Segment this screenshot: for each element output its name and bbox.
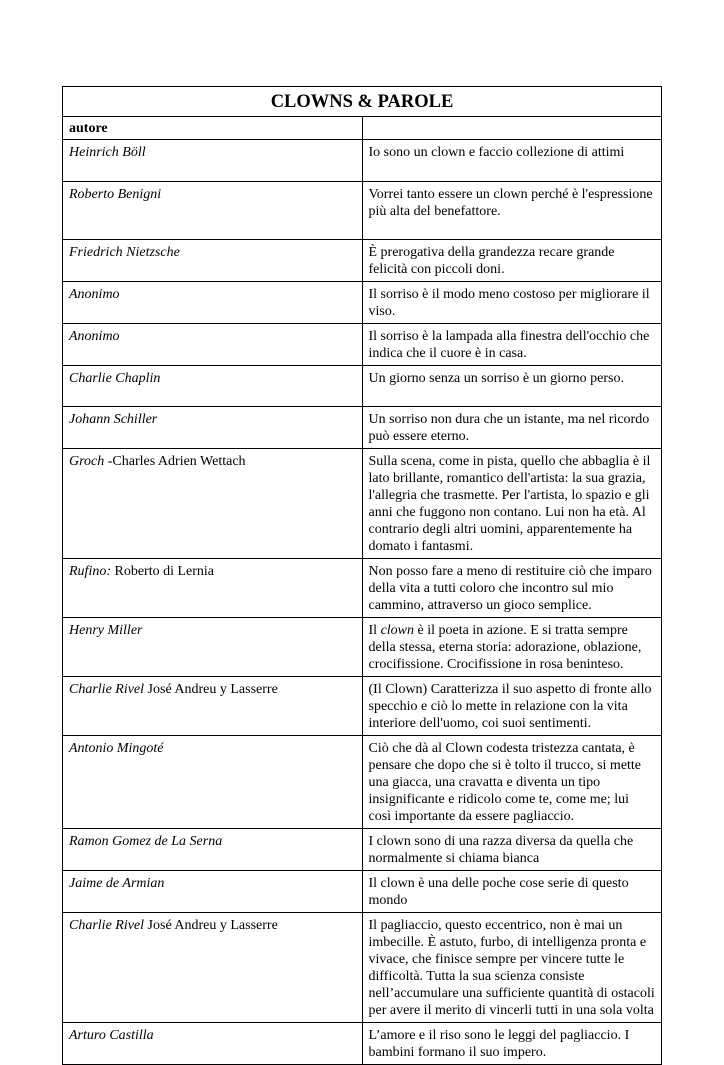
quote-cell: Il clown è una delle poche cose serie di questo mondo: [362, 871, 662, 913]
author-name-extra: Roberto di Lernia: [111, 564, 215, 579]
quote-column-header: [362, 117, 662, 140]
quote-cell: Sulla scena, come in pista, quello che abbaglia è il lato brillante, romantico dell'artista: la sua grazia, l'allegria che trasmette. Per l'artista, lo spazio e gli anni che fuggono non contano. Lui non ha età. Al contrario degli altri uomini, apparentemente ha domato i fantasmi.: [362, 449, 662, 559]
author-cell: [63, 240, 363, 282]
table-row: [63, 240, 662, 282]
table-row: [63, 736, 662, 829]
author-cell: [63, 829, 363, 871]
author-cell: [63, 366, 363, 407]
quote-cell: Il sorriso è il modo meno costoso per migliorare il viso.: [362, 282, 662, 324]
author-cell: [63, 871, 363, 913]
author-name: Antonio Mingoté: [69, 741, 164, 756]
author-cell: [63, 324, 363, 366]
quote-cell: Il sorriso è la lampada alla finestra dell'occhio che indica che il cuore è in casa.: [362, 324, 662, 366]
quote-cell: Ciò che dà al Clown codesta tristezza cantata, è pensare che dopo che si è tolto il trucco, si mette una giacca, una cravatta e diventa un tipo insignificante e ridicolo come te, come me; lui così importante da essere pagliaccio.: [362, 736, 662, 829]
author-cell: [63, 559, 363, 618]
header-row: [63, 117, 662, 140]
table-row: [63, 871, 662, 913]
author-name-extra: José Andreu y Lasserre: [144, 682, 278, 697]
quote-cell: Un sorriso non dura che un istante, ma nel ricordo può essere eterno.: [362, 407, 662, 449]
author-name: Charlie Rivel: [69, 682, 145, 697]
author-name: Roberto Benigni: [69, 187, 162, 202]
quotes-table: [62, 86, 662, 1065]
author-name: Friedrich Nietzsche: [69, 245, 180, 260]
author-name-extra: José Andreu y Lasserre: [144, 918, 278, 933]
author-name: Jaime de Armian: [69, 876, 165, 891]
author-name: Henry Miller: [69, 623, 143, 638]
author-name: Heinrich Böll: [69, 145, 146, 160]
quote-cell: Il pagliaccio, questo eccentrico, non è mai un imbecille. È astuto, furbo, di intelligenza pronta e vivace, che finisce sempre per vincere tutte le difficoltà. Tutta la sua scienza consiste nell’accumulare una sufficiente quantità di ostacoli per avere il merito di vincerli tutti in una sola volta: [362, 913, 662, 1023]
author-cell: [63, 913, 363, 1023]
table-row: [63, 1023, 662, 1065]
author-cell: [63, 449, 363, 559]
quote-cell: Vorrei tanto essere un clown perché è l'espressione più alta del benefattore.: [362, 182, 662, 240]
table-row: [63, 324, 662, 366]
table-row: [63, 182, 662, 240]
author-cell: [63, 1023, 363, 1065]
author-name: Ramon Gomez de La Serna: [69, 834, 223, 849]
quote-cell: Non posso fare a meno di restituire ciò che imparo della vita a tutti coloro che incontro sul mio cammino, attraverso un gioco semplice.: [362, 559, 662, 618]
author-name: Charlie Rivel: [69, 918, 145, 933]
author-cell: [63, 618, 363, 677]
table-row: [63, 559, 662, 618]
table-row: [63, 282, 662, 324]
table-row: [63, 449, 662, 559]
author-name: Johann Schiller: [69, 412, 158, 427]
author-name: Rufino:: [69, 564, 111, 579]
quote-cell: È prerogativa della grandezza recare grande felicità con piccoli doni.: [362, 240, 662, 282]
quote-cell: I clown sono di una razza diversa da quella che normalmente si chiama bianca: [362, 829, 662, 871]
table-row: [63, 407, 662, 449]
author-name: Arturo Castilla: [69, 1028, 154, 1043]
author-name-extra: -Charles Adrien Wettach: [104, 454, 246, 469]
quote-text-start: Il: [368, 623, 381, 638]
quote-cell: Io sono un clown e faccio collezione di attimi: [362, 140, 662, 182]
author-name: Charlie Chaplin: [69, 371, 161, 386]
quote-text: è il poeta in azione. E si tratta sempre della stessa, eterna storia: adorazione, oblazione, crocifissione. Crocifissione in rosa beninteso.: [368, 623, 642, 672]
quote-cell: Un giorno senza un sorriso è un giorno perso.: [362, 366, 662, 407]
author-column-header: autore: [63, 117, 363, 140]
quote-cell: L’amore e il riso sono le leggi del pagliaccio. I bambini formano il suo impero.: [362, 1023, 662, 1065]
author-name: Anonimo: [69, 329, 120, 344]
table-row: [63, 913, 662, 1023]
quote-cell: [362, 618, 662, 677]
author-cell: [63, 182, 363, 240]
table-row: [63, 366, 662, 407]
author-cell: [63, 677, 363, 736]
page-title: CLOWNS & PAROLE: [63, 87, 662, 117]
author-name: Groch: [69, 454, 105, 469]
author-name: Anonimo: [69, 287, 120, 302]
author-cell: [63, 407, 363, 449]
table-row: [63, 140, 662, 182]
author-cell: [63, 736, 363, 829]
author-cell: [63, 282, 363, 324]
quote-emphasis: clown: [380, 623, 415, 638]
title-row: [63, 87, 662, 117]
quote-cell: (Il Clown) Caratterizza il suo aspetto di fronte allo specchio e ciò lo mette in relazione con la vita interiore dell'uomo, coi suoi sentimenti.: [362, 677, 662, 736]
table-row: [63, 618, 662, 677]
table-row: [63, 829, 662, 871]
author-cell: [63, 140, 363, 182]
table-row: [63, 677, 662, 736]
